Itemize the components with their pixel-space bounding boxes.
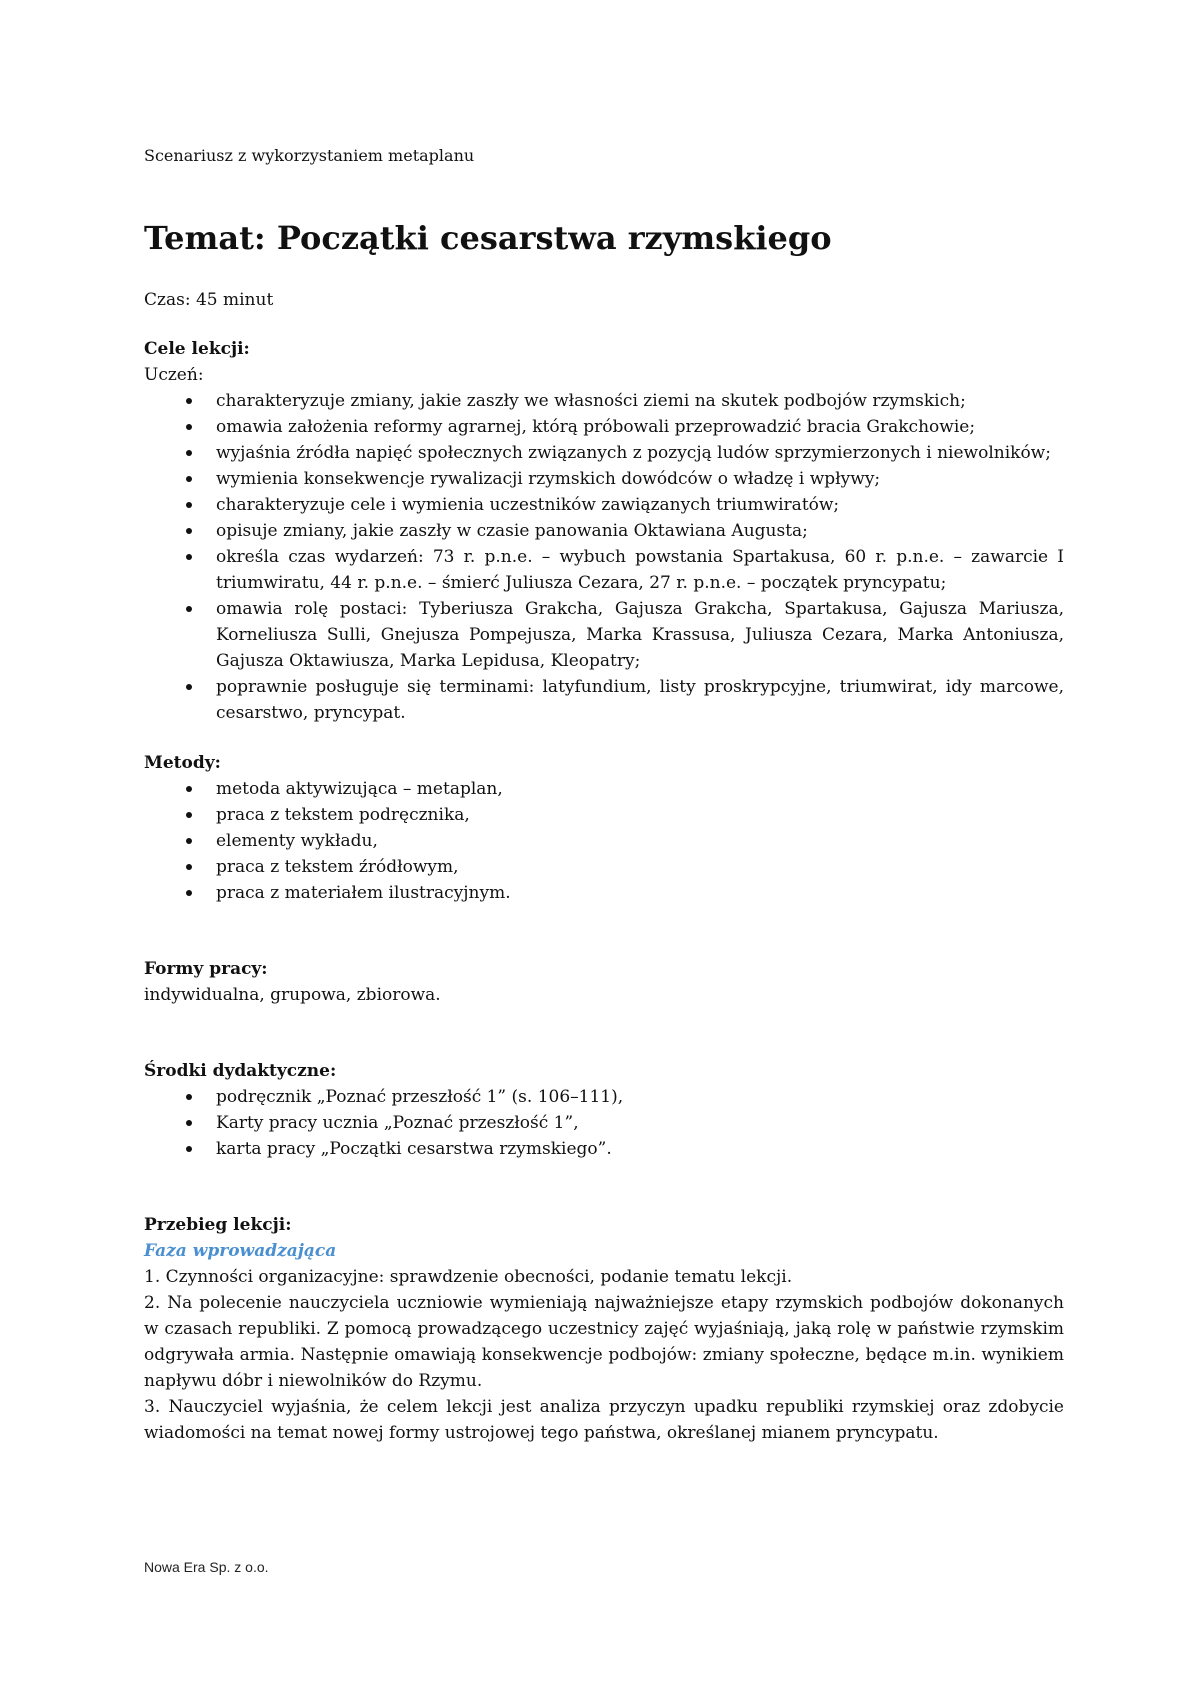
list-item: określa czas wydarzeń: 73 r. p.n.e. – wybuch powstania Spartakusa, 60 r. p.n.e. – zawarcie I triumwiratu, 44 r. p.n.e. – śmierć Juliusza Cezara, 27 r. p.n.e. – początek pryncypatu; [144, 544, 1064, 596]
list-item: karta pracy „Początki cesarstwa rzymskiego”. [144, 1136, 1064, 1162]
list-item: wyjaśnia źródła napięć społecznych związanych z pozycją ludów sprzymierzonych i niewolników; [144, 440, 1064, 466]
course-section [144, 1212, 1064, 1446]
resources-section [144, 1058, 1064, 1162]
list-item: metoda aktywizująca – metaplan, [144, 776, 1064, 802]
forms-text: indywidualna, grupowa, zbiorowa. [144, 985, 441, 1005]
list-item: omawia założenia reformy agrarnej, którą próbowali przeprowadzić bracia Grakchowie; [144, 414, 1064, 440]
list-item: poprawnie posługuje się terminami: latyfundium, listy proskrypcyjne, triumwirat, idy marcowe, cesarstwo, pryncypat. [144, 674, 1064, 726]
lesson-time: Czas: 45 minut [144, 290, 274, 310]
forms-label: Formy pracy: [144, 959, 268, 979]
resources-label: Środki dydaktyczne: [144, 1061, 337, 1081]
goals-section [144, 336, 1064, 726]
course-label: Przebieg lekcji: [144, 1215, 292, 1235]
resources-list [144, 1084, 1064, 1162]
list-item: praca z tekstem źródłowym, [144, 854, 1064, 880]
goals-label: Cele lekcji: [144, 339, 250, 359]
list-item: podręcznik „Poznać przeszłość 1” (s. 106–111), [144, 1084, 1064, 1110]
list-item: Karty pracy ucznia „Poznać przeszłość 1”, [144, 1110, 1064, 1136]
course-step: 1. Czynności organizacyjne: sprawdzenie obecności, podanie tematu lekcji. [144, 1267, 793, 1287]
methods-label: Metody: [144, 753, 221, 773]
forms-section [144, 956, 1064, 1008]
page-footer: Nowa Era Sp. z o.o. [144, 1559, 269, 1575]
list-item: omawia rolę postaci: Tyberiusza Grakcha, Gajusza Grakcha, Spartakusa, Gajusza Mariusza, Korneliusza Sulli, Gnejusza Pompejusza, Marka Krassusa, Juliusza Cezara, Marka Antoniusza, Gajusza Oktawiusza, Marka Lepidusa, Kleopatry; [144, 596, 1064, 674]
document-content [144, 144, 1064, 1446]
page-title: Temat: Początki cesarstwa rzymskiego [144, 219, 832, 257]
methods-section [144, 750, 1064, 906]
list-item: praca z tekstem podręcznika, [144, 802, 1064, 828]
phase-heading: Faza wprowadzająca [144, 1241, 337, 1261]
document-subtitle: Scenariusz z wykorzystaniem metaplanu [144, 146, 475, 165]
course-step: 2. Na polecenie nauczyciela uczniowie wymieniają najważniejsze etapy rzymskich podbojów dokonanych w czasach republiki. Z pomocą prowadzącego uczestnicy zajęć wyjaśniają, jaką rolę w państwie rzymskim odgrywała armia. Następnie omawiają konsekwencje podbojów: zmiany społeczne, będące m.in. wynikiem napływu dóbr i niewolników do Rzymu. [144, 1293, 1064, 1391]
list-item: opisuje zmiany, jakie zaszły w czasie panowania Oktawiana Augusta; [144, 518, 1064, 544]
list-item: elementy wykładu, [144, 828, 1064, 854]
list-item: wymienia konsekwencje rywalizacji rzymskich dowódców o władzę i wpływy; [144, 466, 1064, 492]
list-item: charakteryzuje cele i wymienia uczestników zawiązanych triumwiratów; [144, 492, 1064, 518]
list-item: praca z materiałem ilustracyjnym. [144, 880, 1064, 906]
list-item: charakteryzuje zmiany, jakie zaszły we własności ziemi na skutek podbojów rzymskich; [144, 388, 1064, 414]
goals-list [144, 388, 1064, 726]
course-step: 3. Nauczyciel wyjaśnia, że celem lekcji jest analiza przyczyn upadku republiki rzymskiej oraz zdobycie wiadomości na temat nowej formy ustrojowej tego państwa, określanej mianem pryncypatu. [144, 1397, 1064, 1443]
methods-list [144, 776, 1064, 906]
student-label: Uczeń: [144, 365, 204, 385]
